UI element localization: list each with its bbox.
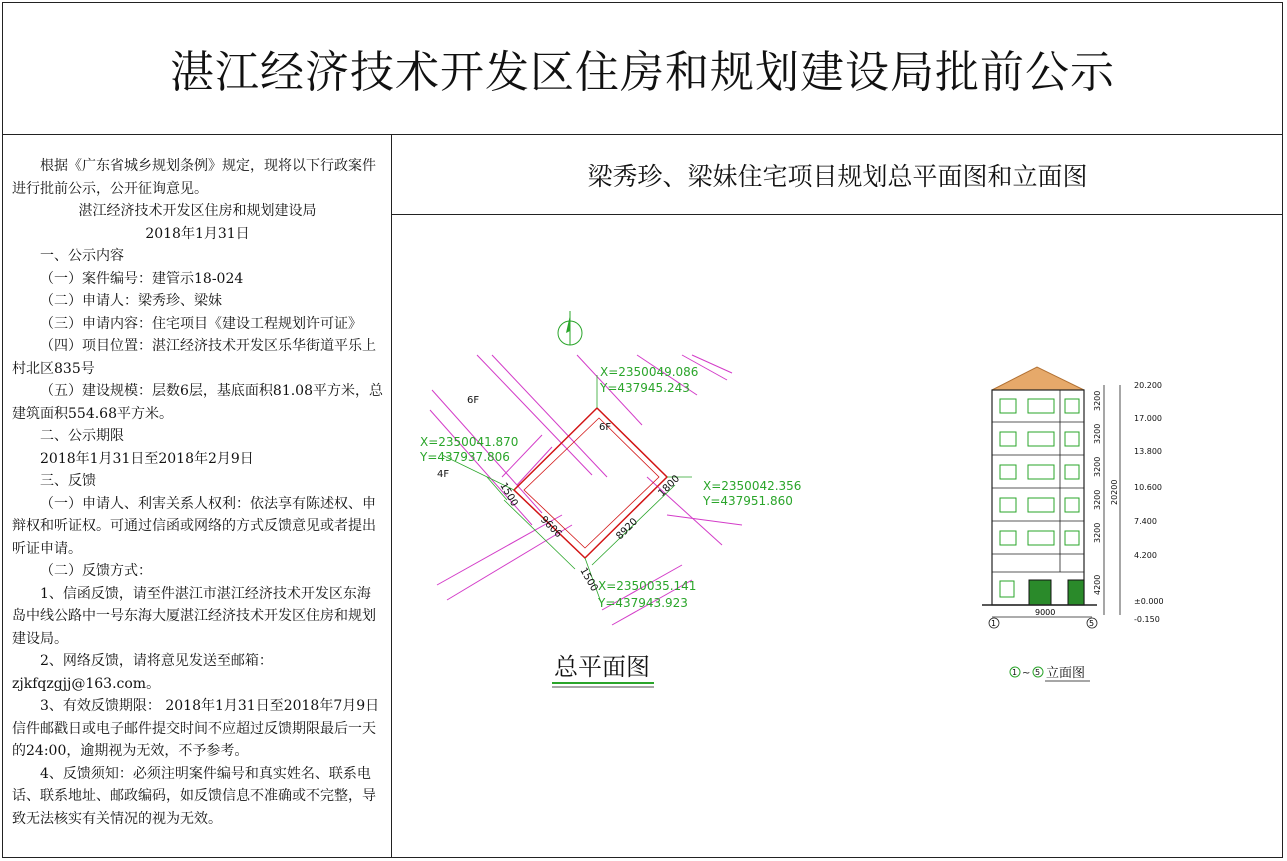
case-number: （一）案件编号：建管示18-024: [40, 270, 244, 287]
svg-text:±0.000: ±0.000: [1134, 597, 1164, 606]
windows: [1000, 399, 1079, 597]
svg-text:3200: 3200: [1093, 489, 1102, 510]
coord-y: Y=437945.243: [600, 381, 690, 395]
issuer: 湛江经济技术开发区住房和规划建设局: [78, 203, 317, 219]
dimension-labels: [437, 395, 682, 594]
coord-y: Y=437951.860: [703, 494, 793, 508]
svg-text:4.200: 4.200: [1134, 551, 1157, 560]
section-3-title: 三、反馈: [40, 473, 96, 489]
coord-x: X=2350049.086: [600, 365, 699, 379]
drawing-title: 梁秀珍、梁妹住宅项目规划总平面图和立面图: [587, 161, 1088, 191]
level-labels: [1134, 381, 1164, 624]
axis-label: 5: [1035, 668, 1041, 677]
svg-text:10.600: 10.600: [1134, 483, 1162, 492]
axis-label: 1: [1012, 668, 1018, 677]
methods-title: （二）反馈方式：: [40, 563, 152, 579]
floor-label: 6F: [467, 395, 480, 406]
notice-period: 2018年1月31日至2018年2月9日: [40, 450, 254, 467]
dim-label: 8920: [614, 516, 641, 543]
coord-x: X=2350041.870: [420, 435, 519, 449]
notice-text-panel: [2, 135, 392, 858]
rights-text: （一）申请人、利害关系人权利：依法享有陈述权、申辩权和听证权。可通过信函或网络的方式反馈意见或者提出听证申请。: [12, 495, 376, 557]
applicant: （二）申请人：梁秀珍、梁妹: [40, 293, 222, 309]
issue-date: 2018年1月31日: [145, 225, 250, 242]
project-location: （四）项目位置：湛江经济技术开发区乐华街道平乐上村北区835号: [12, 338, 376, 377]
coord-x: X=2350042.356: [703, 479, 802, 493]
range-tilde: ~: [1022, 668, 1031, 679]
site-boundary: [514, 408, 667, 558]
svg-text:-0.150: -0.150: [1134, 615, 1160, 624]
application-content: （三）申请内容：住宅项目《建设工程规划许可证》: [40, 315, 362, 332]
svg-text:13.800: 13.800: [1134, 447, 1162, 456]
title-bar: [2, 2, 1283, 135]
coord-y: Y=437937.806: [420, 450, 510, 464]
elevation-drawing: [982, 367, 1164, 681]
elevation-label: 立面图: [1046, 666, 1086, 681]
building-scale: （五）建设规模：层数6层，基底面积81.08平方米，总建筑面积554.68平方米。: [12, 383, 383, 422]
method-letter: 1、信函反馈，请至件湛江市湛江经济技术开发区东海岛中线公路中一号东海大厦湛江经济技术开发区住房和规划建设局。: [12, 585, 376, 647]
svg-text:3200: 3200: [1093, 390, 1102, 411]
svg-text:7.400: 7.400: [1134, 517, 1157, 526]
dim-label: 9606: [537, 514, 564, 541]
svg-text:17.000: 17.000: [1134, 414, 1162, 423]
svg-text:3200: 3200: [1093, 423, 1102, 444]
site-plan-and-elevation: [392, 215, 1283, 858]
method-notes: 4、反馈须知：必须注明案件编号和真实姓名、联系电话、联系地址、邮政编码，如反馈信息不准确或不完整，导致无法核实有关情况的视为无效。: [12, 765, 376, 827]
dim-label: 1500: [577, 566, 600, 594]
floor-label: 4F: [437, 469, 450, 480]
section-2-title: 二、公示期限: [40, 428, 124, 444]
method-deadline: 3、有效反馈期限： 2018年1月31日至2018年7月9日信件邮戳日或电子邮件提交时间不应超过反馈期限最后一天的24:00，逾期视为无效，不予参考。: [12, 698, 380, 759]
coord-y: Y=437943.923: [598, 596, 688, 610]
building-footprint: [524, 418, 659, 548]
drawing-area: [392, 215, 1283, 858]
feedback-email[interactable]: zjkfqzgjj@163.com。: [12, 675, 161, 692]
svg-text:20200: 20200: [1110, 479, 1119, 505]
svg-text:4200: 4200: [1093, 574, 1102, 595]
dim-label: 1800: [656, 473, 683, 500]
axis-label: 5: [1089, 619, 1095, 628]
doors: [1029, 580, 1084, 605]
intro-text: 根据《广东省城乡规划条例》规定，现将以下行政案件进行批前公示，公开征询意见。: [12, 158, 376, 197]
storey-height-labels: [1093, 391, 1119, 595]
section-1-title: 一、公示内容: [40, 248, 124, 264]
axis-label: 1: [991, 619, 997, 628]
drawing-title-bar: [392, 135, 1283, 215]
svg-text:3200: 3200: [1093, 522, 1102, 543]
coord-x: X=2350035.141: [598, 579, 697, 593]
svg-text:3200: 3200: [1093, 456, 1102, 477]
site-plan-label: 总平面图: [554, 653, 650, 681]
dim-label: 1500: [497, 481, 520, 509]
roof: [992, 367, 1084, 390]
page-title: 湛江经济技术开发区住房和规划建设局批前公示: [170, 47, 1115, 98]
width-dim-label: 9000: [1035, 608, 1056, 617]
method-online: 2、网络反馈，请将意见发送至邮箱：: [40, 653, 273, 669]
north-arrow-icon: [558, 311, 582, 345]
svg-text:20.200: 20.200: [1134, 381, 1162, 390]
floor-label: 6F: [599, 422, 612, 433]
